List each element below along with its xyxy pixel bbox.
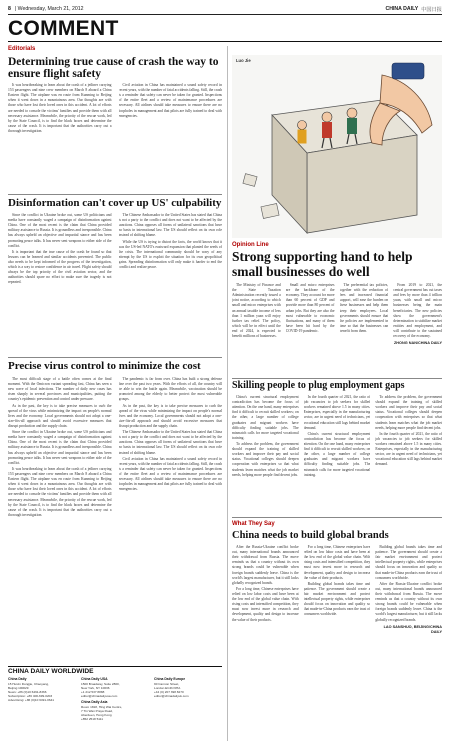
- paper-name: [385, 6, 442, 13]
- article-column: For a long time, Chinese enterprises have relied on low labor costs and have been at the low end of the global value chain. With rising costs and intensified competition, they must now invest more in research and development, quality and design to increase the value of their products. Building global brands takes time and patience. The government should create a fair market environment and protect intellectual property rights, while enterprises should focus on innovation and quality so that made-in-China products earn the trust of consumers worldwide.: [303, 545, 371, 617]
- whatsay-body: [232, 545, 442, 741]
- article-column: Civil aviation in China has maintained a sound safety record in recent years, with the number of fatal accidents falling. Still, the crash is a reminder that safety can never be taken for granted. Inspections of the entire fleet and a review of maintenance procedures are necessary. All airlines should take measures to ensure there are no loopholes in management and that pilots are fully trained to deal with emergencies.: [118, 83, 222, 118]
- skilling-body: [232, 395, 442, 513]
- whatsay-byline: LAO SANSHUO, BEIJING/CHINA DAILY: [383, 624, 443, 634]
- office-name: China Daily Europe: [154, 677, 186, 681]
- opinion-headline: Strong supporting hand to help small businesses do well: [232, 249, 413, 279]
- office-name: China Daily Asia: [81, 700, 108, 705]
- editorial-headline-disinformation: Disinformation can't cover up US' culpability: [8, 197, 222, 209]
- editorials-kicker: Editorials: [8, 46, 36, 52]
- article-column: The most difficult stage of a battle often comes at the final moment. With the Omicron variant spreading fast, China has seen a new wave of local infections. The number of daily new cases has risen sharply in several provinces and municipalities, putting the country's epidemic prevention and control under pressure. As in the past, the key is to take precise measures to curb the spread of the virus while minimizing the impact on people's normal lives and the economy. Local governments should not adopt a one-size-fits-all approach and should avoid excessive measures that disrupt production and the supply chain. Since the conflict in Ukraine broke out, some US politicians and media have constantly waged a campaign of disinformation against China. One of the most recent is the claim that China provided military assistance to Russia. It is groundless and irresponsible. China has always upheld an objective and impartial stance and has been promoting peace talks. It has never sent weapons to either side of the conflict. It was heartbreaking to learn about the crash of a jetliner carrying 153 passengers and nine crew members on March 8 aboard a China Eastern flight. The airplane was en route from Kunming to Beijing when it went down in a mountainous area. Our thoughts are with those who have lost their loved ones in this accident. A lot of efforts are needed to console the victims' families and provide them with all necessary assistance. Meanwhile, the priority of the rescue work, led by the State Council, is to find the black boxes and determine the cause of the crash. It is important that the authorities carry out a thorough investigation.: [8, 377, 112, 517]
- editorial-body-virus: [8, 377, 222, 660]
- article-column: It was heartbreaking to learn about the crash of a jetliner carrying 153 passengers and nine crew members on March 8 aboard a China Eastern flight. The airplane was en route from Kunming to Beijing when it went down in a mountainous area. Our thoughts are with those who have lost their loved ones in this accident. A lot of efforts are needed to console the victims' families and provide them with all necessary assistance. Meanwhile, the priority of the rescue work, led by the State Council, is to find the black boxes and determine the cause of the crash. It is important that the authorities carry out a thorough investigation.: [8, 83, 112, 133]
- article-column: The Ministry of Finance and the State Taxation Administration recently issued a joint notice, according to which small and micro enterprises with an annual taxable income of less than 1 million yuan will enjoy further tax relief. The policy, which will be in effect until the end of 2024, is expected to benefit millions of businesses.: [232, 283, 281, 339]
- article-column: From 2019 to 2021, the central government has cut taxes and fees by more than 4 trillion yuan, with small and micro businesses being the main beneficiaries. The new policies show the government's determination to stabilize market entities and employment, and will contribute to the sustained recovery of the economy. ZHONG NAN/CHINA DAILY: [393, 283, 442, 346]
- article-column: China's current structural employment contradiction has become the focus of attention. On the one hand, many enterprises find it difficult to recruit skilled workers; on the other, a large number of college graduates and migrant workers have difficulty finding suitable jobs. The mismatch calls for more targeted vocational training. To address the problem, the government should expand the training of skilled workers and improve their pay and social status. Vocational colleges should deepen cooperation with enterprises so that what students learn matches what the job market needs, helping more people find decent jobs.: [232, 395, 299, 477]
- whatsay-kicker: What They Say: [232, 521, 275, 527]
- opinion-body: [232, 283, 442, 375]
- divider: [232, 517, 442, 518]
- office-name: China Daily USA: [81, 677, 108, 681]
- article-column: Building global brands takes time and patience. The government should create a fair market environment and protect intellectual property rights, while enterprises should focus on innovation and quality so that made-in-China products earn the trust of consumers worldwide. After the Russia-Ukraine conflict broke out, many international brands announced their withdrawal from Russia. The move reminds us that a country without its own strong brands could be vulnerable when foreign brands suddenly leave. China is the world's largest manufacturer, but it still lacks globally recognized brands. LAO SANSHUO, BEIJING/CHINA DAILY: [375, 545, 443, 634]
- article-column: The preferential tax policies, together with the reduction of fees and increased financial support, will ease the burden on these businesses and help them keep their employees. Local governments should ensure that the policies are implemented in time so that the businesses can benefit from them.: [339, 283, 389, 333]
- divider: [8, 357, 222, 358]
- editorial-headline-crash: Determining true cause of crash the way to ensure flight safety: [8, 56, 219, 81]
- editorial-body-disinformation: [8, 213, 222, 353]
- editorial-headline-virus: Precise virus control to minimize the cost: [8, 360, 201, 372]
- whatsay-headline: China needs to build global brands: [232, 530, 389, 541]
- paper-name-cn: 中国日报: [421, 6, 442, 13]
- editorial-body-crash: [8, 83, 222, 190]
- column-divider: [227, 46, 228, 741]
- article-column: In the fourth quarter of 2021, the ratio of job vacancies to job seekers for skilled workers remained above 1.5 in many cities. Enterprises, especially in the manufacturing sector, are in urgent need of technicians, yet vocational education still lags behind market demand. China's current structural employment contradiction has become the focus of attention. On the one hand, many enterprises find it difficult to recruit skilled workers; on the other, a large number of college graduates and migrant workers have difficulty finding suitable jobs. The mismatch calls for more targeted vocational training.: [303, 395, 371, 477]
- section-divider: [8, 41, 442, 42]
- infobox-title: CHINA DAILY WORLDWIDE: [8, 668, 94, 675]
- worldwide-offices-box: [8, 666, 222, 741]
- office-entry: China Daily 15 Huixin Dongjie, Chaoyang, Beijing 100029 News: +86 (0)10 6491-8366 Subscription: +86 400-699-0203 Advertising: +86 (0)10 6491-0641: [8, 677, 76, 722]
- masthead: [8, 4, 442, 15]
- opinion-byline: ZHONG NAN/CHINA DAILY: [393, 341, 442, 346]
- issue-date: | Wednesday, March 21, 2012: [14, 6, 84, 12]
- article-column: After the Russia-Ukraine conflict broke out, many international brands announced their withdrawal from Russia. The move reminds us that a country without its own strong brands could be vulnerable when foreign brands suddenly leave. China is the world's largest manufacturer, but it still lacks globally recognized brands. For a long time, Chinese enterprises have relied on low labor costs and have been at the low end of the global value chain. With rising costs and intensified competition, they must now invest more in research and development, quality and design to increase the value of their products.: [232, 545, 299, 622]
- article-column: Small and micro enterprises are the backbone of the economy. They account for more than 60 percent of GDP and provide more than 80 percent of urban jobs. But they are also the most vulnerable to economic fluctuations, and many of them have been hit hard by the COVID-19 pandemic.: [285, 283, 335, 333]
- office-entry: China Daily USA 1500 Broadway, Suite 2800, New York, NY 10036 +1 212 537 8888 editor@chinadailyusa.com China Daily Asia Room 1818, Hing Wai Centre, 7 Tin Wan Praya Road, Aberdeen, Hong Kong +852 2518 5111: [81, 677, 149, 722]
- article-column: To address the problem, the government should expand the training of skilled workers and improve their pay and social status. Vocational colleges should deepen cooperation with enterprises so that what students learn matches what the job market needs, helping more people find decent jobs. In the fourth quarter of 2021, the ratio of job vacancies to job seekers for skilled workers remained above 1.5 in many cities. Enterprises, especially in the manufacturing sector, are in urgent need of technicians, yet vocational education still lags behind market demand.: [375, 395, 443, 467]
- skilling-headline: Skilling people to plug employment gaps: [232, 380, 405, 391]
- cartoon-illustration: [232, 55, 442, 238]
- article-column: Since the conflict in Ukraine broke out, some US politicians and media have constantly waged a campaign of disinformation against China. One of the most recent is the claim that China provided military assistance to Russia. It is groundless and irresponsible. China has always upheld an objective and impartial stance and has been promoting peace talks. It has never sent weapons to either side of the conflict. It is important that the true cause of the crash be found so that lessons can be learned and similar accidents prevented. The public also needs to be kept informed of the progress of the investigation, which is a way to restore confidence in air travel. Flight safety should always be the top priority of the civil aviation sector, and the authorities should spare no effort to make sure the tragedy is not repeated.: [8, 213, 112, 285]
- office-name: China Daily: [8, 677, 27, 681]
- illustrator-credit: Luo Jie: [236, 58, 251, 63]
- divider: [232, 378, 442, 379]
- article-column: The Chinese Ambassador to the United States has stated that China is not a party to the conflict and does not want to be affected by the sanctions. China opposes all forms of unilateral sanctions that have no basis in international law. The US should reflect on its own role instead of shifting blame. While the US is trying to distort the facts, the world knows that it was the US-led NATO's eastward expansion that planted the seeds of the crisis. The international community should be wary of any attempt by the US to exploit the situation for its own geopolitical gains. Spreading disinformation will only make it harder to end the conflict and realize peace.: [118, 213, 222, 270]
- page-number: 8: [8, 6, 11, 12]
- paper-name-en: CHINA DAILY: [385, 5, 419, 12]
- office-list: [8, 677, 222, 722]
- divider: [8, 194, 222, 195]
- cartoon-drawing: [232, 55, 442, 238]
- section-title: COMMENT: [8, 17, 119, 40]
- opinion-kicker: Opinion Line: [232, 242, 269, 248]
- office-entry: China Daily Europe 90 Cannon Street, London EC4N 6HA +44 (0) 207 398 8270 editor@chinadailyuk.com: [154, 677, 222, 722]
- article-column: The pandemic is far from over. China has built a strong defense line over the past two years. With the efforts of all, the country will be able to win the battle again. Meanwhile, vaccination should be promoted among the elderly to better protect the most vulnerable groups. As in the past, the key is to take precise measures to curb the spread of the virus while minimizing the impact on people's normal lives and the economy. Local governments should not adopt a one-size-fits-all approach and should avoid excessive measures that disrupt production and the supply chain. The Chinese Ambassador to the United States has stated that China is not a party to the conflict and does not want to be affected by the sanctions. China opposes all forms of unilateral sanctions that have no basis in international law. The US should reflect on its own role instead of shifting blame. Civil aviation in China has maintained a sound safety record in recent years, with the number of fatal accidents falling. Still, the crash is a reminder that safety can never be taken for granted. Inspections of the entire fleet and a review of maintenance procedures are necessary. All airlines should take measures to ensure there are no loopholes in management and that pilots are fully trained to deal with emergencies.: [118, 377, 222, 492]
